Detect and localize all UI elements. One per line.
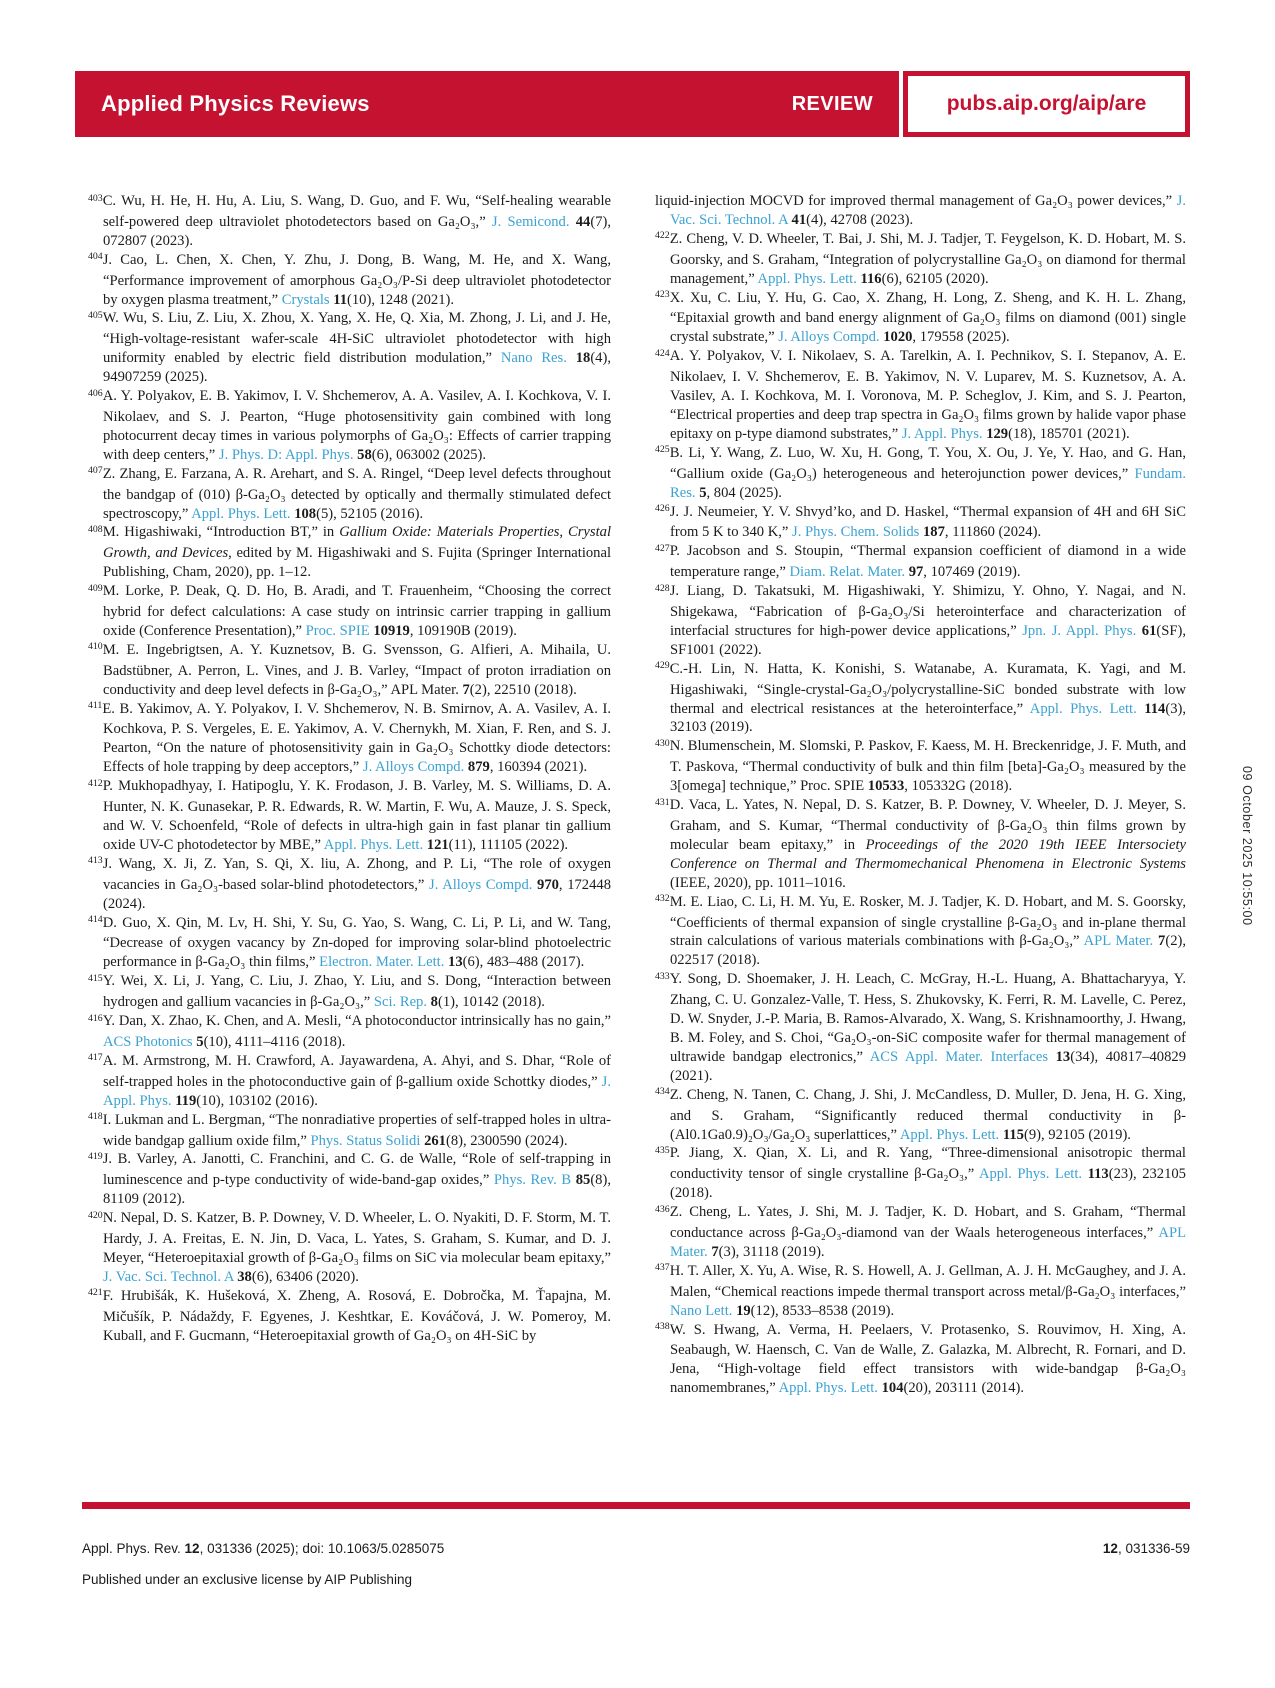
reference-text: Z. Zhang, E. Farzana, A. R. Arehart, and S. A. Ringel, “Deep level defects throughout the bandgap of (010) β-Ga₂O₃ detected by optically and thermally stimulated defect spectroscopy,” bbox=[102, 465, 611, 522]
journal-link[interactable]: Appl. Phys. Lett. bbox=[323, 836, 424, 853]
journal-link[interactable]: J. Semicond. bbox=[491, 213, 570, 230]
reference-text: A. Y. Polyakov, V. I. Nikolaev, S. A. Tarelkin, A. I. Pechnikov, S. I. Stepanov, A. E. Nikolaev, I. V. Shchemerov, E. B. Yakimov, N. V. Luparev, M. S. Kuznetsov, A. A. Vasilev, A. I. Kochkova, M. I. Voronova, M. P. Scheglov, J. Kim, and S. J. Pearton, “Electrical properties and deep trap spectra in Ga₂O₃ films grown by halide vapor phase epitaxy on p-type diamond substrates,” bbox=[669, 348, 1186, 442]
reference-number: 405 bbox=[88, 309, 103, 321]
reference-text: (10), 4111–4116 (2018). bbox=[203, 1033, 346, 1050]
reference-item bbox=[88, 1150, 611, 1209]
footer-citation-volume: 12 bbox=[184, 1541, 200, 1556]
volume-number: 119 bbox=[175, 1092, 197, 1109]
journal-link[interactable]: APL Mater. bbox=[1083, 933, 1154, 950]
reference-item bbox=[88, 777, 611, 855]
reference-text: C. Wu, H. He, H. Hu, A. Liu, S. Wang, D. Guo, and F. Wu, “Self-healing wearable self-powered deep ultraviolet photodetectors based on Ga₂O₃,” bbox=[102, 193, 611, 230]
reference-text: (6), 63406 (2020). bbox=[251, 1268, 359, 1285]
footer-divider-rule bbox=[82, 1502, 1190, 1509]
volume-number: 8 bbox=[430, 994, 438, 1011]
reference-item bbox=[655, 660, 1186, 738]
reference-item bbox=[88, 700, 611, 778]
reference-text: (7), 072807 (2023). bbox=[103, 213, 611, 249]
references-column-right bbox=[655, 192, 1186, 1398]
journal-link[interactable]: Crystals bbox=[281, 291, 330, 308]
reference-text: (18), 185701 (2021). bbox=[1008, 425, 1130, 442]
reference-number: 428 bbox=[655, 582, 670, 594]
footer-citation-row bbox=[82, 1541, 1190, 1556]
reference-text: (2), 22510 (2018). bbox=[469, 681, 577, 698]
journal-link[interactable]: ACS Appl. Mater. Interfaces bbox=[869, 1048, 1049, 1065]
volume-number: 7 bbox=[1158, 933, 1166, 950]
reference-text: (SF), SF1001 (2022). bbox=[670, 622, 1186, 658]
reference-text: (6), 62105 (2020). bbox=[881, 270, 989, 287]
article-type-label: REVIEW bbox=[791, 92, 873, 115]
journal-link[interactable]: J. Vac. Sci. Technol. A bbox=[670, 193, 1186, 228]
volume-number: 261 bbox=[424, 1132, 446, 1149]
reference-number: 411 bbox=[88, 700, 103, 712]
journal-link[interactable]: Nano Res. bbox=[500, 350, 567, 367]
reference-item bbox=[88, 641, 611, 700]
reference-number: 435 bbox=[655, 1144, 670, 1156]
book-title: Gallium Oxide: Materials Properties, Crystal Growth, and Devices bbox=[103, 524, 611, 562]
volume-number: 13 bbox=[448, 954, 463, 971]
reference-number: 420 bbox=[88, 1209, 103, 1221]
reference-text: M. Higashiwaki, “Introduction BT,” in bbox=[102, 524, 340, 541]
volume-number: 114 bbox=[1144, 700, 1166, 717]
reference-text: (8), 2300590 (2024). bbox=[445, 1132, 568, 1149]
reference-text: Z. Cheng, V. D. Wheeler, T. Bai, J. Shi, M. J. Tadjer, T. Feygelson, K. D. Hobart, M. S. Goorsky, and S. Graham, “Integration of polycrystalline Ga₂O₃ on diamond for thermal management,” bbox=[669, 230, 1186, 287]
reference-number: 431 bbox=[655, 796, 670, 808]
volume-number: 41 bbox=[791, 211, 807, 228]
journal-link[interactable]: J. Phys. Chem. Solids bbox=[792, 524, 920, 541]
reference-number: 407 bbox=[88, 465, 103, 477]
reference-text: (5), 52105 (2016). bbox=[316, 505, 424, 522]
reference-item bbox=[655, 1203, 1186, 1262]
reference-text: (8), 81109 (2012). bbox=[103, 1172, 611, 1208]
reference-text: (4), 94907259 (2025). bbox=[103, 350, 611, 386]
journal-link[interactable]: ACS Photonics bbox=[103, 1033, 193, 1050]
journal-link[interactable]: Phys. Status Solidi bbox=[310, 1132, 421, 1149]
reference-text: X. Xu, C. Liu, Y. Hu, G. Cao, X. Zhang, H. Long, Z. Sheng, and K. H. L. Zhang, “Epitaxial growth and band energy alignment of Ga₂O₃ films on diamond (001) single crystal substrate,” bbox=[669, 289, 1186, 346]
reference-text: Y. Wei, X. Li, J. Yang, C. Liu, J. Zhao, Y. Liu, and S. Dong, “Interaction between hydrogen and gallium vacancies in β-Ga₂O₃,” bbox=[102, 973, 611, 1011]
reference-item bbox=[655, 1262, 1186, 1321]
volume-number: 10533 bbox=[867, 778, 905, 795]
reference-text: (12), 8533–8538 (2019). bbox=[750, 1302, 895, 1319]
footer-page-volume: 12 bbox=[1102, 1541, 1118, 1556]
download-timestamp: 09 October 2025 10:55:00 bbox=[1240, 766, 1254, 926]
reference-number: 417 bbox=[88, 1052, 103, 1064]
reference-text: J. J. Neumeier, Y. V. Shvyd’ko, and D. Haskel, “Thermal expansion of 4H and 6H SiC from 5 K to 340 K,” bbox=[669, 503, 1186, 541]
reference-item bbox=[88, 1052, 611, 1111]
reference-item bbox=[88, 1111, 611, 1151]
reference-number: 406 bbox=[88, 387, 103, 399]
reference-item bbox=[655, 1144, 1186, 1203]
volume-number: 61 bbox=[1141, 622, 1157, 639]
reference-text: P. Mukhopadhyay, I. Hatipoglu, Y. K. Frodason, J. B. Varley, M. S. Williams, D. A. Hunter, N. K. Gunasekar, P. R. Edwards, R. W. Martin, F. Wu, A. Mauze, J. S. Speck, and W. V. Schoenfeld, “Role of defects in ultra-high gain in fast planar tin gallium oxide UV-C photodetector by MBE,” bbox=[102, 778, 611, 853]
reference-text: Y. Song, D. Shoemaker, J. H. Leach, C. McGray, H.-L. Huang, A. Bhattacharyya, Y. Zhang, C. U. Gonzalez-Valle, T. Hess, S. Zhukovsky, K. Ferri, R. M. Lavelle, C. Perez, D. W. Snyder, J.-P. Maria, B. Ramos-Alvarado, X. Wang, S. Krishnamoorthy, J. Hwang, B. M. Foley, and S. Choi, “Ga₂O₃-on-SiC composite wafer for thermal management of ultrawide bandgap electronics,” bbox=[669, 971, 1186, 1065]
reference-item bbox=[88, 972, 611, 1012]
reference-item bbox=[655, 444, 1186, 503]
reference-number: 433 bbox=[655, 970, 670, 982]
volume-number: 7 bbox=[462, 681, 470, 698]
reference-item bbox=[88, 1209, 611, 1287]
reference-text: (9), 92105 (2019). bbox=[1023, 1126, 1131, 1143]
reference-text bbox=[567, 350, 576, 366]
reference-number: 404 bbox=[88, 251, 103, 263]
reference-text: (10), 103102 (2016). bbox=[196, 1092, 318, 1109]
reference-text: (6), 483–488 (2017). bbox=[462, 954, 585, 971]
reference-item bbox=[655, 796, 1186, 893]
reference-number: 421 bbox=[88, 1287, 103, 1299]
reference-number: 427 bbox=[655, 542, 670, 554]
reference-text: D. Vaca, L. Yates, N. Nepal, D. S. Katzer, B. P. Downey, V. Wheeler, D. J. Meyer, S. Graham, and S. Kumar, “Thermal conductivity of β-Ga₂O₃ thin films grown by molecular beam epitaxy,” in bbox=[669, 797, 1186, 853]
reference-text: , 804 (2025). bbox=[706, 484, 782, 501]
reference-text: J. Liang, D. Takatsuki, M. Higashiwaki, Y. Shimizu, Y. Ohno, Y. Nagai, and N. Shigekawa, “Fabrication of β-Ga₂O₃/Si heterointerface and characterization of interfacial structures for high-power device applications,” bbox=[669, 583, 1186, 639]
volume-number: 121 bbox=[426, 836, 449, 853]
reference-text: Z. Cheng, N. Tanen, C. Chang, J. Shi, J. McCandless, D. Muller, D. Jena, H. G. Xing, and S. Graham, “Significantly reduced thermal conductivity in β-(Al0.1Ga0.9)₂O₃/Ga₂O₃ superlattices,” bbox=[669, 1086, 1186, 1143]
volume-number: 44 bbox=[575, 213, 591, 230]
volume-number: 108 bbox=[294, 505, 317, 522]
reference-text: P. Jiang, X. Qian, X. Li, and R. Yang, “Three-dimensional anisotropic thermal conductivity tensor of single crystalline β-Ga₂O₃,” bbox=[669, 1145, 1186, 1183]
reference-number: 434 bbox=[655, 1086, 670, 1098]
volume-number: 1020 bbox=[883, 329, 913, 346]
reference-item bbox=[655, 230, 1186, 289]
reference-text: B. Li, Y. Wang, Z. Luo, W. Xu, H. Gong, T. You, X. Ou, J. Ye, Y. Hao, and G. Han, “Gallium oxide (Ga₂O₃) heterogeneous and heterojunction power devices,” bbox=[669, 444, 1186, 482]
reference-item bbox=[655, 503, 1186, 543]
reference-number: 438 bbox=[655, 1321, 670, 1333]
volume-number: 38 bbox=[237, 1268, 252, 1285]
journal-site-url[interactable]: pubs.aip.org/aip/are bbox=[946, 92, 1147, 115]
reference-text: N. Nepal, D. S. Katzer, B. P. Downey, V. D. Wheeler, L. O. Nyakiti, D. F. Storm, M. T. Hardy, J. A. Freitas, E. N. Jin, D. Vaca, L. Yates, S. Graham, S. Kumar, and D. J. Meyer, “Heteroepitaxial growth of β-Ga₂O₃ films on SiC via molecular beam epitaxy,” bbox=[102, 1210, 611, 1266]
reference-text: Z. Cheng, L. Yates, J. Shi, M. J. Tadjer, K. D. Hobart, and S. Graham, “Thermal conductance across β-Ga₂O₃-diamond van der Waals heterogeneous interfaces,” bbox=[669, 1204, 1186, 1242]
reference-text: F. Hrubišák, K. Hušeková, X. Zheng, A. Rosová, E. Dobročka, M. Ťapajna, M. Mičušík, P. Nádaždy, F. Egyenes, J. Keshtkar, E. Kováčová, J. W. Pomeroy, M. Kuball, and F. Gucmann, “Heteroepitaxial growth of Ga₂O₃ on 4H-SiC by bbox=[102, 1287, 611, 1344]
reference-text: W. Wu, S. Liu, Z. Liu, X. Zhou, X. Yang, X. He, Q. Xia, M. Zhong, J. Li, and J. He, “High-voltage-resistant wafer-scale 4H-SiC ultraviolet photodetector with high uniformity enabled by electric field distribution modulation,” bbox=[102, 310, 611, 367]
reference-item bbox=[655, 582, 1186, 660]
journal-link[interactable]: Appl. Phys. Lett. bbox=[191, 505, 291, 522]
reference-text: A. M. Armstrong, M. H. Crawford, A. Jayawardena, A. Ahyi, and S. Dhar, “Role of self-trapped holes in the photoconductive gain of β-gallium oxide Schottky diodes,” bbox=[102, 1052, 611, 1090]
reference-number: 416 bbox=[88, 1012, 103, 1024]
journal-link[interactable]: Jpn. J. Appl. Phys. bbox=[1022, 622, 1137, 639]
journal-link[interactable]: Sci. Rep. bbox=[373, 994, 427, 1011]
reference-text: W. S. Hwang, A. Verma, H. Peelaers, V. Protasenko, S. Rouvimov, H. Xing, A. Seabaugh, W. Haensch, C. Van de Walle, Z. Galazka, M. Albrecht, R. Fornari, and D. Jena, “High-voltage field effect transistors with wide-bandgap β-Ga₂O₃ nanomembranes,” bbox=[669, 1321, 1186, 1397]
reference-text: (4), 42708 (2023). bbox=[806, 211, 914, 228]
volume-number: 85 bbox=[575, 1172, 591, 1189]
reference-text: (34), 40817–40829 (2021). bbox=[670, 1048, 1186, 1084]
reference-text: J. B. Varley, A. Janotti, C. Franchini, and C. G. de Walle, “Role of self-trapping in luminescence and p-type conductivity of wide-band-gap oxides,” bbox=[102, 1151, 611, 1189]
reference-text: M. E. Ingebrigtsen, A. Y. Kuznetsov, B. G. Svensson, G. Alfieri, A. Mihaila, U. Badstübner, A. Perron, L. Vines, and J. B. Varley, “Impact of proton irradiation on conductivity and deep level defects in β-Ga₂O₃,” APL Mater. bbox=[102, 641, 611, 698]
reference-number: 436 bbox=[655, 1203, 670, 1215]
journal-link[interactable]: J. Alloys Compd. bbox=[778, 329, 880, 346]
reference-item bbox=[88, 855, 611, 914]
footer-citation bbox=[82, 1541, 444, 1556]
journal-link[interactable]: J. Appl. Phys. bbox=[103, 1073, 611, 1109]
reference-item bbox=[88, 465, 611, 524]
reference-text: C.-H. Lin, N. Hatta, K. Konishi, S. Watanabe, A. Kuramata, K. Yagi, and M. Higashiwaki, “Single-crystal-Ga₂O₃/polycrystalline-SiC bonded substrate with low thermal and electrical resistances at the heterointerface,” bbox=[669, 660, 1186, 717]
volume-number: 11 bbox=[333, 291, 348, 308]
volume-number: 129 bbox=[986, 425, 1009, 442]
reference-text: (6), 063002 (2025). bbox=[371, 446, 487, 463]
reference-text: (23), 232105 (2018). bbox=[670, 1166, 1186, 1202]
volume-number: 104 bbox=[881, 1380, 904, 1397]
reference-number: 418 bbox=[88, 1111, 103, 1123]
volume-number: 5 bbox=[699, 484, 707, 501]
volume-number: 7 bbox=[711, 1243, 719, 1260]
references-column-left bbox=[88, 192, 611, 1345]
reference-text: (1), 10142 (2018). bbox=[437, 994, 545, 1011]
journal-link[interactable]: J. Phys. D: Appl. Phys. bbox=[218, 446, 354, 463]
reference-text: D. Guo, X. Qin, M. Lv, H. Shi, Y. Su, G. Yao, S. Wang, C. Li, P. Li, and W. Tang, “Decrease of oxygen vacancy by Zn-doped for improving solar-blind photoelectric performance in β-Ga₂O₃ thin films,” bbox=[102, 914, 611, 971]
journal-link[interactable]: Appl. Phys. Lett. bbox=[757, 270, 857, 287]
footer-license: Published under an exclusive license by AIP Publishing bbox=[82, 1572, 412, 1587]
reference-item bbox=[655, 893, 1186, 971]
journal-title: Applied Physics Reviews bbox=[101, 91, 370, 116]
volume-number: 18 bbox=[575, 350, 591, 367]
volume-number: 187 bbox=[923, 524, 945, 541]
reference-number: 410 bbox=[88, 641, 103, 653]
volume-number: 97 bbox=[908, 564, 924, 581]
reference-number: 424 bbox=[655, 347, 670, 359]
reference-item bbox=[655, 970, 1186, 1085]
journal-site-box[interactable] bbox=[903, 71, 1190, 137]
reference-item bbox=[88, 1287, 611, 1346]
reference-item bbox=[655, 542, 1186, 582]
reference-item bbox=[655, 289, 1186, 348]
journal-link[interactable]: J. Appl. Phys. bbox=[901, 425, 983, 442]
journal-header-bar bbox=[75, 71, 899, 137]
reference-text: (10), 1248 (2021). bbox=[347, 291, 455, 308]
volume-number: 13 bbox=[1055, 1048, 1071, 1065]
reference-text: , 179558 (2025). bbox=[912, 329, 1010, 346]
journal-link[interactable]: Phys. Rev. B bbox=[493, 1172, 572, 1189]
reference-item bbox=[88, 914, 611, 973]
volume-number: 19 bbox=[736, 1302, 751, 1319]
reference-text: (11), 111105 (2022). bbox=[448, 836, 569, 853]
reference-text: , 160394 (2021). bbox=[489, 759, 588, 776]
reference-text: (3), 32103 (2019). bbox=[670, 700, 1186, 736]
reference-text: Y. Dan, X. Zhao, K. Chen, and A. Mesli, “A photoconductor intrinsically has no gain,” bbox=[102, 1013, 611, 1030]
footer-page-suffix: , 031336-59 bbox=[1117, 1541, 1190, 1556]
reference-item bbox=[655, 737, 1186, 796]
reference-text: I. Lukman and L. Bergman, “The nonradiative properties of self-trapped holes in ultra-wide bandgap gallium oxide film,” bbox=[102, 1111, 611, 1149]
book-title: Proceedings of the 2020 19th IEEE Intersociety Conference on Thermal and Thermomechanical Phenomena in Electronic Systems bbox=[670, 836, 1186, 872]
reference-number: 419 bbox=[88, 1150, 103, 1162]
reference-item bbox=[88, 251, 611, 310]
reference-number: 412 bbox=[88, 777, 103, 789]
footer-citation-suffix: , 031336 (2025); doi: 10.1063/5.0285075 bbox=[199, 1541, 445, 1556]
journal-link[interactable]: APL Mater. bbox=[670, 1225, 1186, 1260]
volume-number: 5 bbox=[196, 1033, 204, 1050]
volume-number: 10919 bbox=[373, 622, 410, 639]
reference-item bbox=[88, 523, 611, 582]
volume-number: 116 bbox=[860, 270, 882, 287]
reference-text: (3), 31118 (2019). bbox=[718, 1243, 825, 1260]
reference-number: 408 bbox=[88, 523, 103, 535]
reference-text: , 111860 (2024). bbox=[944, 524, 1042, 541]
reference-text: (20), 203111 (2014). bbox=[903, 1380, 1024, 1397]
reference-text: , edited by M. Higashiwaki and S. Fujita (Springer International Publishing, Cham, 2020), pp. 1–12. bbox=[103, 545, 611, 581]
journal-link[interactable]: J. Alloys Compd. bbox=[429, 876, 533, 893]
reference-text: (IEEE, 2020), pp. 1011–1016. bbox=[670, 874, 846, 891]
journal-link[interactable]: Appl. Phys. Lett. bbox=[978, 1166, 1083, 1183]
journal-link[interactable]: Appl. Phys. Lett. bbox=[778, 1380, 878, 1397]
reference-number: 425 bbox=[655, 444, 670, 456]
reference-text: P. Jacobson and S. Stoupin, “Thermal expansion coefficient of diamond in a wide temperature range,” bbox=[669, 543, 1186, 581]
reference-number: 414 bbox=[88, 914, 103, 926]
journal-link[interactable]: Nano Lett. bbox=[670, 1302, 733, 1319]
volume-number: 879 bbox=[467, 759, 490, 776]
journal-link[interactable]: J. Vac. Sci. Technol. A bbox=[103, 1268, 234, 1285]
reference-text: , 172448 (2024). bbox=[103, 876, 611, 912]
reference-item bbox=[88, 582, 611, 641]
reference-item bbox=[655, 1321, 1186, 1399]
footer-citation-prefix: Appl. Phys. Rev. bbox=[82, 1541, 185, 1556]
volume-number: 113 bbox=[1087, 1166, 1109, 1183]
journal-link[interactable]: Fundam. Res. bbox=[670, 465, 1186, 501]
volume-number: 58 bbox=[357, 446, 372, 463]
reference-number: 429 bbox=[655, 660, 670, 672]
reference-item bbox=[655, 192, 1186, 230]
reference-number: 413 bbox=[88, 855, 103, 867]
reference-item bbox=[655, 347, 1186, 444]
reference-number: 432 bbox=[655, 893, 670, 905]
journal-link[interactable]: Proc. SPIE bbox=[305, 622, 370, 639]
reference-text: N. Blumenschein, M. Slomski, P. Paskov, F. Kaess, M. H. Breckenridge, J. F. Muth, and T. Paskova, “Thermal conductivity of bulk and thin film [beta]-Ga₂O₃ measured by the 3[omega] technique,” Proc. SPIE bbox=[669, 738, 1186, 795]
reference-text bbox=[1048, 1049, 1056, 1065]
reference-number: 409 bbox=[88, 582, 103, 594]
reference-text: A. Y. Polyakov, E. B. Yakimov, I. V. Shchemerov, A. A. Vasilev, A. I. Kochkova, V. I. Nikolaev, and S. J. Pearton, “Huge photosensitivity gain combined with long photocurrent decay times in various polymorphs of Ga₂O₃: Effects of carrier trapping with deep centers,” bbox=[102, 388, 611, 463]
reference-item bbox=[655, 1086, 1186, 1145]
volume-number: 115 bbox=[1002, 1126, 1024, 1143]
reference-item bbox=[88, 309, 611, 387]
journal-link[interactable]: Appl. Phys. Lett. bbox=[1029, 700, 1137, 717]
reference-text: E. B. Yakimov, A. Y. Polyakov, I. V. Shchemerov, N. B. Smirnov, A. A. Vasilev, A. I. Kochkova, P. S. Vergeles, E. E. Yakimov, A. V. Chernykh, M. Xian, F. Ren, and S. J. Pearton, “On the nature of photosensitivity gain in Ga₂O₃ Schottky diode detectors: Effects of hole trapping by deep acceptors,” bbox=[102, 700, 611, 776]
reference-number: 426 bbox=[655, 503, 670, 514]
reference-text: J. Cao, L. Chen, X. Chen, Y. Zhu, J. Dong, B. Wang, M. He, and X. Wang, “Performance improvement of amorphous Ga₂O₃/P-Si deep ultraviolet photodetector by oxygen plasma treatment,” bbox=[102, 251, 611, 308]
reference-text: M. Lorke, P. Deak, Q. D. Ho, B. Aradi, and T. Frauenheim, “Choosing the correct hybrid for defect calculations: A case study on intrinsic carrier trapping in gallium oxide (Conference Presentation),” bbox=[102, 583, 611, 639]
journal-link[interactable]: Electron. Mater. Lett. bbox=[319, 954, 445, 971]
reference-text: , 107469 (2019). bbox=[923, 564, 1021, 581]
reference-number: 422 bbox=[655, 230, 670, 242]
reference-number: 403 bbox=[88, 192, 103, 204]
volume-number: 970 bbox=[537, 876, 559, 893]
reference-item bbox=[88, 387, 611, 465]
reference-number: 415 bbox=[88, 972, 103, 984]
reference-number: 430 bbox=[655, 737, 670, 749]
reference-text: liquid-injection MOCVD for improved thermal management of Ga₂O₃ power devices,” bbox=[655, 193, 1177, 209]
reference-number: 423 bbox=[655, 289, 670, 301]
reference-text: , 105332G (2018). bbox=[904, 778, 1013, 795]
reference-item bbox=[88, 192, 611, 251]
reference-item bbox=[88, 1012, 611, 1052]
reference-number: 437 bbox=[655, 1262, 670, 1274]
footer-page-number bbox=[1103, 1541, 1190, 1556]
reference-text: J. Wang, X. Ji, Z. Yan, S. Qi, X. liu, A. Zhong, and P. Li, “The role of oxygen vacancies in Ga₂O₃-based solar-blind photodetectors,” bbox=[102, 855, 611, 893]
reference-text: , 109190B (2019). bbox=[409, 622, 517, 639]
reference-text: (2), 022517 (2018). bbox=[670, 933, 1186, 969]
journal-link[interactable]: Diam. Relat. Mater. bbox=[789, 564, 906, 581]
journal-link[interactable]: J. Alloys Compd. bbox=[362, 759, 465, 776]
reference-text: M. E. Liao, C. Li, H. M. Yu, E. Rosker, M. J. Tadjer, K. D. Hobart, and M. S. Goorsky, “Coefficients of thermal expansion of single crystalline β-Ga₂O₃ and in-plane thermal strain calculations of various materials combinations with β-Ga₂O₃,” bbox=[669, 893, 1186, 950]
journal-link[interactable]: Appl. Phys. Lett. bbox=[899, 1126, 1000, 1143]
reference-text: H. T. Aller, X. Yu, A. Wise, R. S. Howell, A. J. Gellman, A. J. H. McGaughey, and J. A. Malen, “Chemical reactions impede thermal transport across metal/β-Ga₂O₃ interfaces,” bbox=[669, 1262, 1186, 1300]
